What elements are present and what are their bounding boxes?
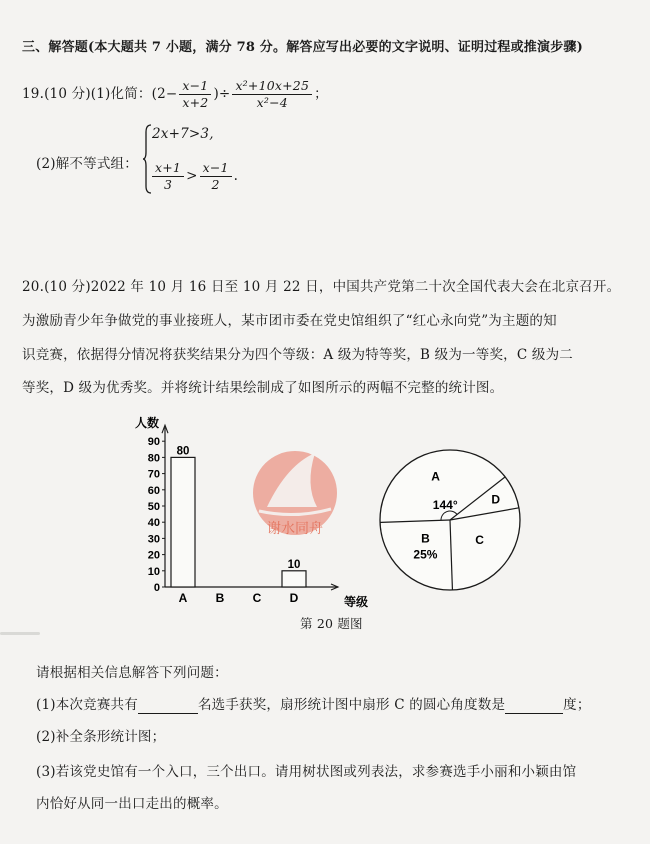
- q20-line4: 等奖，D 级为优秀奖。并将统计结果绘制成了如图所示的两幅不完整的统计图。: [22, 380, 504, 396]
- pie-value-label-B: 25%: [413, 547, 438, 562]
- category-label-D: D: [289, 591, 299, 605]
- answer-blank-angle[interactable]: [505, 697, 563, 714]
- y-axis-label: 人数: [135, 416, 160, 431]
- y-tick-label: 0: [153, 582, 160, 594]
- q20-sub1-b: 名选手获奖，扇形统计图中扇形 C 的圆心角度数是: [197, 697, 506, 713]
- q19-score: (10 分): [44, 86, 91, 102]
- q20-score: (10 分): [44, 279, 91, 295]
- watermark-logo: [235, 445, 355, 545]
- pie-label-D: D: [491, 492, 501, 507]
- q20-sub1: [36, 693, 591, 714]
- fraction-3-denominator: 3: [163, 177, 173, 192]
- y-tick-label: 90: [147, 436, 160, 449]
- y-tick-label: 80: [147, 452, 160, 465]
- y-tick-label: 20: [147, 549, 160, 562]
- y-tick-label: 60: [147, 484, 160, 497]
- fraction-4: [200, 160, 232, 193]
- q20-line2: 为激励青少年争做党的事业接班人，某市团市委在党史馆组织了“红心永向党”为主题的知: [22, 313, 557, 329]
- y-tick-label: 70: [147, 468, 160, 481]
- q20-sub1-c: 度；: [563, 697, 591, 713]
- figure-caption: 第 20 题图: [300, 616, 363, 631]
- scan-artifact: [0, 632, 40, 635]
- q19-part1: [22, 78, 328, 111]
- pie-angle-label-A: 144°: [432, 497, 458, 512]
- y-tick-label: 40: [147, 517, 160, 530]
- divide-symbol: )÷: [213, 86, 231, 102]
- inequality-2-end: .: [233, 168, 239, 184]
- q20-prompt: 请根据相关信息解答下列问题：: [36, 665, 228, 681]
- section-heading: 三、解答题(本大题共 7 小题，满分 78 分。解答应写出必要的文字说明、证明过程或推演步骤): [22, 40, 583, 55]
- answer-blank-total[interactable]: [138, 697, 198, 714]
- fraction-3: [152, 160, 184, 193]
- pie-label-A: A: [431, 469, 440, 484]
- q20-sub3-line2: 内恰好从同一出口走出的概率。: [36, 796, 228, 812]
- fraction-3-numerator: x+1: [152, 160, 184, 177]
- q20-line1-text: 2022 年 10 月 16 日至 10 月 22 日，中国共产党第二十次全国代表大会在北京召开。: [90, 279, 621, 295]
- bar-A: [171, 457, 195, 587]
- inequality-1: 2x+7>3,: [152, 126, 214, 142]
- category-label-B: B: [215, 591, 225, 605]
- fraction-2-denominator: x²−4: [256, 95, 288, 110]
- fraction-1: [179, 78, 211, 111]
- bar-value-label-D: 10: [287, 558, 301, 571]
- y-tick-label: 50: [147, 501, 160, 513]
- fraction-2-numerator: x²+10x+25: [232, 78, 312, 95]
- bar-value-label-A: 80: [176, 445, 190, 458]
- fraction-4-denominator: 2: [211, 177, 220, 192]
- bar-D: [282, 571, 306, 587]
- y-tick-label: 10: [147, 565, 160, 578]
- q20-number: 20.: [22, 279, 45, 295]
- q20-line1: [22, 275, 620, 295]
- q19-part1-prefix: (1)化简：(2−: [90, 86, 178, 102]
- q19-part2-prefix: (2)解不等式组：: [36, 156, 138, 172]
- q20-sub2: (2)补全条形统计图；: [36, 729, 166, 745]
- fraction-4-numerator: x−1: [200, 160, 232, 177]
- pie-chart: [370, 440, 530, 600]
- fraction-1-numerator: x−1: [179, 78, 211, 95]
- watermark-text: 谢水同舟: [267, 520, 323, 536]
- q20-line3: 识竞赛，依据得分情况将获奖结果分为四个等级：A 级为特等奖，B 级为一等奖，C 级为二: [22, 347, 573, 363]
- inequality-2: [150, 160, 238, 193]
- q20-sub1-a: (1)本次竞赛共有: [36, 697, 138, 713]
- greater-than: >: [186, 168, 198, 184]
- category-label-A: A: [178, 591, 188, 605]
- q19-number: 19.: [22, 86, 45, 102]
- y-tick-label: 30: [147, 533, 160, 546]
- x-axis-label: 等级: [344, 595, 369, 609]
- category-label-C: C: [252, 591, 262, 605]
- q20-sub3-line1: (3)若该党史馆有一个入口，三个出口。请用树状图或列表法，求参赛选手小丽和小颖由馆: [36, 764, 577, 780]
- pie-label-C: C: [475, 532, 484, 547]
- pie-label-B: B: [421, 531, 430, 546]
- q19-part1-end: ；: [314, 86, 328, 102]
- fraction-2: [232, 78, 312, 111]
- fraction-1-denominator: x+2: [182, 95, 209, 110]
